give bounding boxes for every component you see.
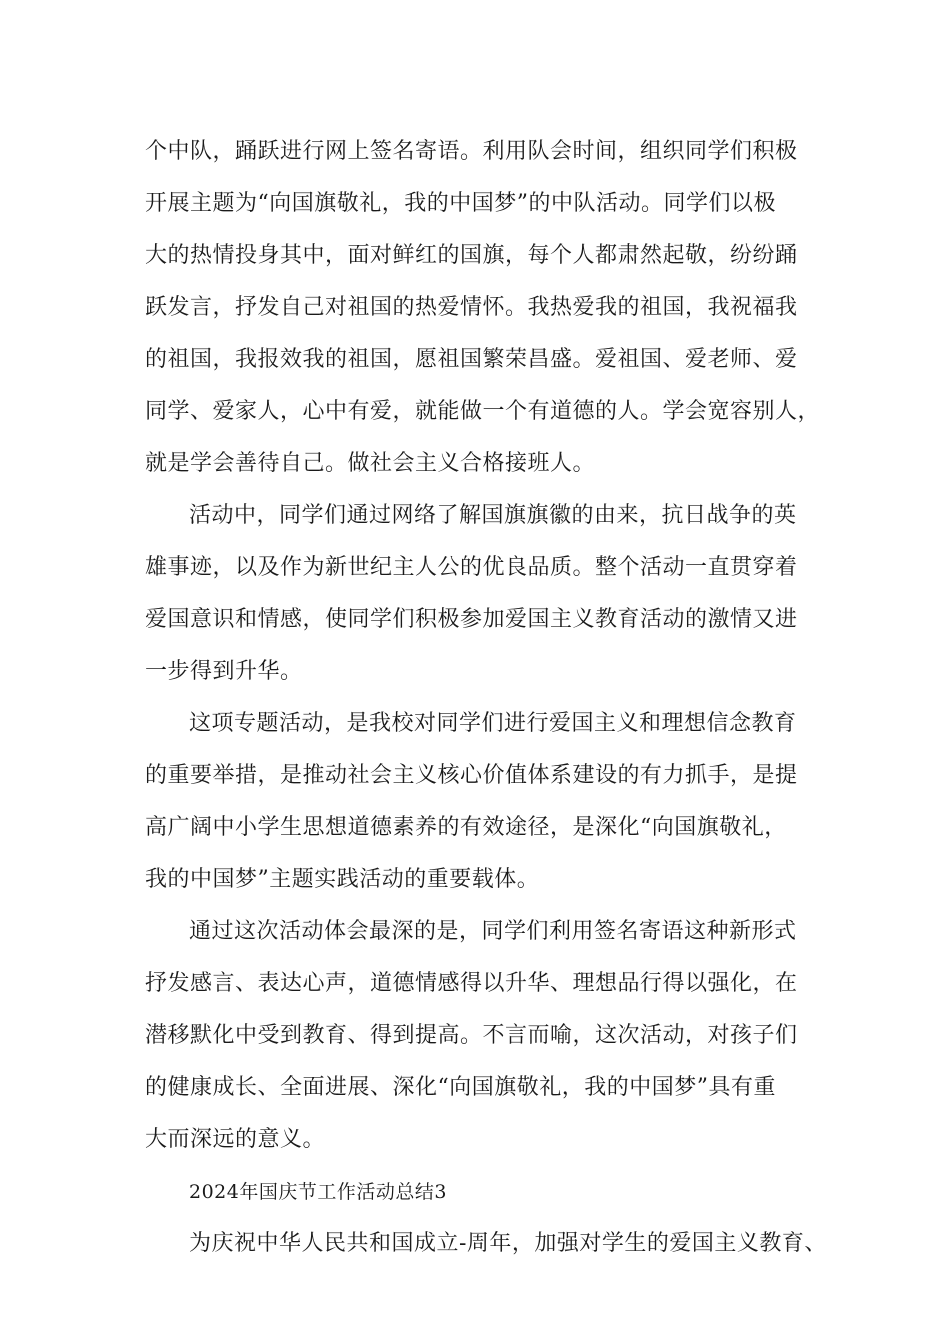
document-body <box>145 130 825 1274</box>
text-line: 高广阔中小学生思想道德素养的有效途径，是深化“向国旗敬礼， <box>145 815 787 840</box>
text-line: 的重要举措，是推动社会主义核心价值体系建设的有力抓手，是提 <box>145 763 798 788</box>
text-line: 就是学会善待自己。做社会主义合格接班人。 <box>145 451 596 476</box>
section-heading: 2024年国庆节工作活动总结3 <box>189 1181 447 1203</box>
text-line: 爱国意识和情感，使同学们积极参加爱国主义教育活动的激情又进 <box>145 607 798 632</box>
text-line: 开展主题为“向国旗敬礼，我的中国梦”的中队活动。同学们以极 <box>145 191 776 216</box>
text-line: 为庆祝中华人民共和国成立-周年，加强对学生的爱国主义教育、 <box>189 1231 827 1256</box>
text-line: 雄事迹，以及作为新世纪主人公的优良品质。整个活动一直贯穿着 <box>145 555 798 580</box>
text-line: 我的中国梦”主题实践活动的重要载体。 <box>145 867 540 892</box>
text-line: 大的热情投身其中，面对鲜红的国旗，每个人都肃然起敬，纷纷踊 <box>145 243 798 268</box>
text-line: 一步得到升华。 <box>145 659 303 684</box>
text-line: 抒发感言、表达心声，道德情感得以升华、理想品行得以强化，在 <box>145 971 798 996</box>
text-line: 这项专题活动，是我校对同学们进行爱国主义和理想信念教育 <box>189 711 797 736</box>
text-line: 大而深远的意义。 <box>145 1127 326 1152</box>
text-line: 潜移默化中受到教育、得到提高。不言而喻，这次活动，对孩子们 <box>145 1023 798 1048</box>
text-line: 个中队，踊跃进行网上签名寄语。利用队会时间，组织同学们积极 <box>145 139 798 164</box>
text-line: 活动中，同学们通过网络了解国旗旗徽的由来，抗日战争的英 <box>189 503 797 528</box>
text-line: 的健康成长、全面进展、深化“向国旗敬礼，我的中国梦”具有重 <box>145 1075 776 1100</box>
text-line: 的祖国，我报效我的祖国，愿祖国繁荣昌盛。爱祖国、爱老师、爱 <box>145 347 798 372</box>
text-line: 通过这次活动体会最深的是，同学们利用签名寄语这种新形式 <box>189 919 797 944</box>
text-line: 同学、爱家人，心中有爱，就能做一个有道德的人。学会宽容别人， <box>145 399 821 424</box>
text-line: 跃发言，抒发自己对祖国的热爱情怀。我热爱我的祖国，我祝福我 <box>145 295 798 320</box>
